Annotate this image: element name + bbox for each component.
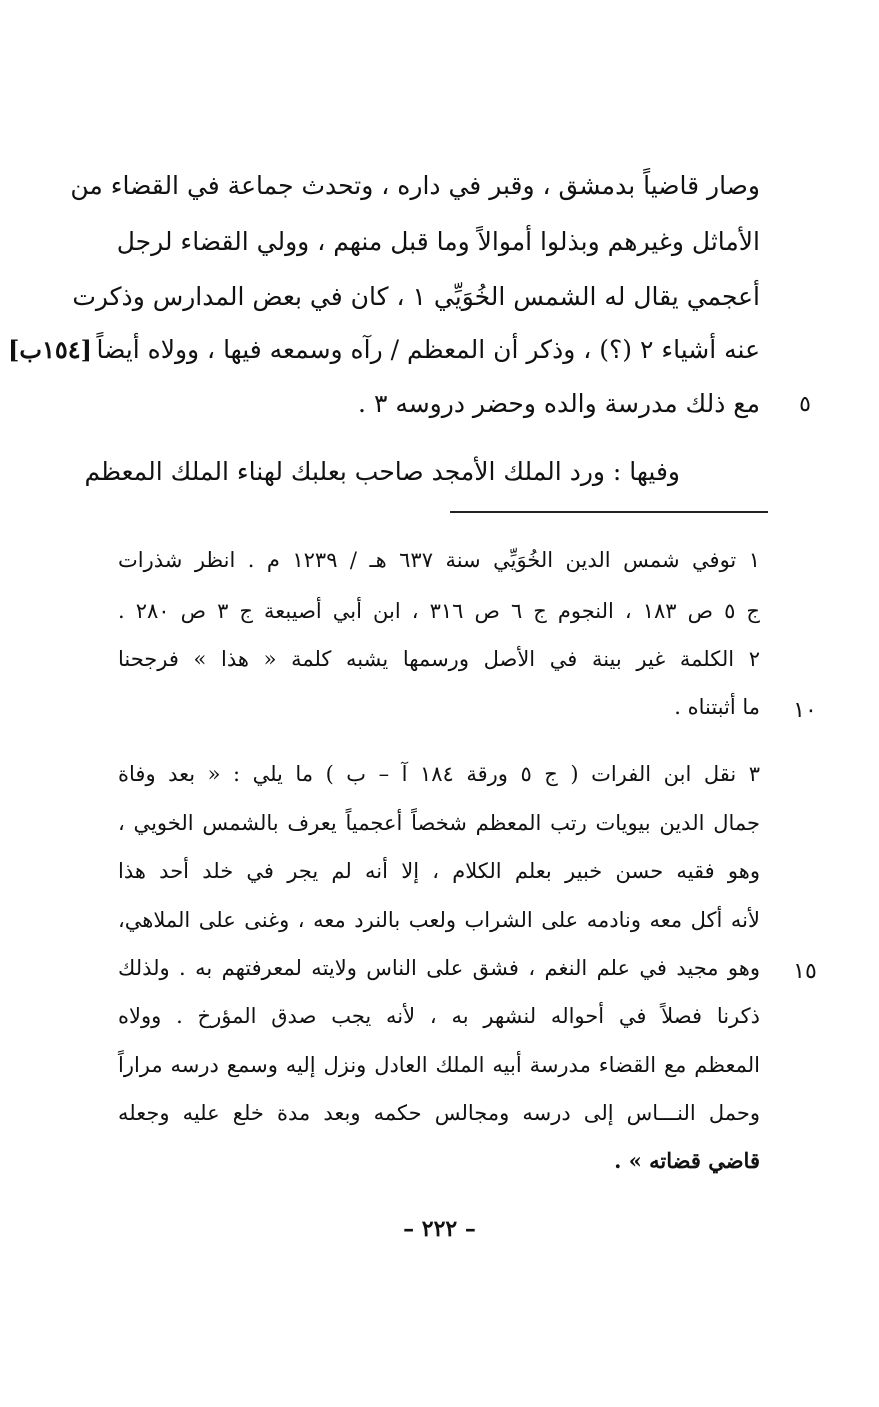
main-text-line-4: عنه أشياء ٢ (؟) ، وذكر أن المعظم / رآه وسمعه فيها ، وولاه أيضاً <box>96 335 760 364</box>
main-text-line-5: مع ذلك مدرسة والده وحضر دروسه ٣ . <box>358 389 760 418</box>
footnote-2-line-2: ما أثبتناه . <box>674 695 760 719</box>
footnote-3-line-4: لأنه أكل معه ونادمه على الشراب ولعب بالنرد معه ، وغنى على الملاهي، <box>118 908 760 932</box>
footnote-3-line-2: جمال الدين بيويات رتب المعظم شخصاً أعجمياً يعرف بالشمس الخويي ، <box>118 811 760 835</box>
footnote-3-line-5: وهو مجيد في علم النغم ، فشق على الناس ولايته لمعرفتهم به . ولذلك <box>118 956 760 980</box>
main-text-line-3: أعجمي يقال له الشمس الخُوَيِّي ١ ، كان في بعض المدارس وذكرت <box>72 282 760 311</box>
footnote-1-line-2: ج ٥ ص ١٨٣ ، النجوم ج ٦ ص ٣١٦ ، ابن أبي أصيبعة ج ٣ ص ٢٨٠ . <box>118 599 760 623</box>
line-number-5: ٥ <box>799 392 811 417</box>
footnote-3-line-9: قاضي قضاته » . <box>614 1148 760 1173</box>
footnote-3-line-6: ذكرنا فصلاً في أحواله لنشهر به ، لأنه يجب صدق المؤرخ . وولاه <box>118 1004 760 1028</box>
main-text-line-1: وصار قاضياً بدمشق ، وقبر في داره ، وتحدث جماعة في القضاء من <box>70 171 760 200</box>
footnote-3-line-8: وحمل النـــاس إلى درسه ومجالس حكمه وبعد مدة خلع عليه وجعله <box>118 1101 760 1125</box>
footnote-separator <box>450 511 768 513</box>
footnote-3-line-1: ٣ نقل ابن الفرات ( ج ٥ ورقة ١٨٤ آ – ب ) ما يلي : « بعد وفاة <box>118 762 761 786</box>
folio-marker: [١٥٤ب] <box>8 335 92 364</box>
footnote-1-line-1: ١ توفي شمس الدين الخُوَيِّي سنة ٦٣٧ هـ / ١٢٣٩ م . انظر شذرات <box>118 548 761 572</box>
line-number-10: ١٠ <box>793 698 817 723</box>
main-text-line-2: الأماثل وغيرهم وبذلوا أموالاً وما قبل منهم ، وولي القضاء لرجل <box>116 227 760 256</box>
footnote-2-line-1: ٢ الكلمة غير بينة في الأصل ورسمها يشبه كلمة « هذا » فرجحنا <box>118 647 760 671</box>
footnote-3-line-7: المعظم مع القضاء مدرسة أبيه الملك العادل ونزل إليه وسمع درسه مراراً <box>118 1053 760 1077</box>
main-text-line-6: وفيها : ورد الملك الأمجد صاحب بعلبك لهناء الملك المعظم <box>84 457 680 486</box>
line-number-15: ١٥ <box>793 959 817 984</box>
footnote-3-line-3: وهو فقيه حسن خبير بعلم الكلام ، إلا أنه لم يجر في خلد أحد هذا <box>118 859 760 883</box>
page-number: – ٢٢٢ – <box>403 1216 476 1242</box>
